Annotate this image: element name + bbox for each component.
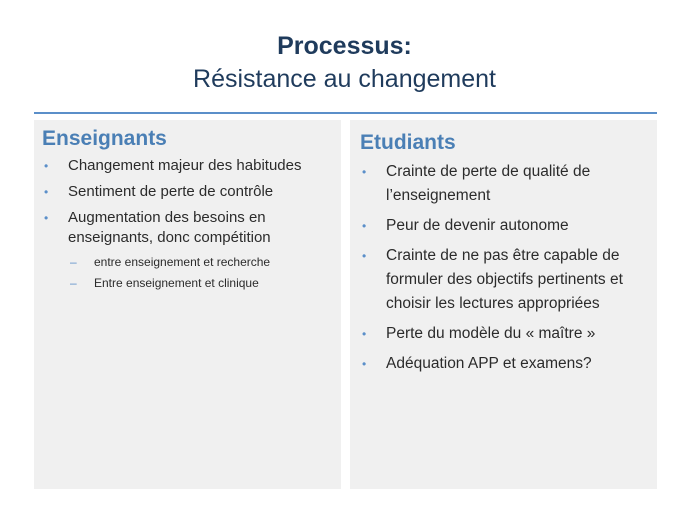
panel-heading-etudiants: Etudiants bbox=[360, 131, 456, 154]
bullet-icon: • bbox=[44, 211, 49, 225]
list-item-text: Sentiment de perte de contrôle bbox=[68, 183, 274, 200]
list-item bbox=[360, 214, 649, 238]
sub-list-item-text: entre enseignement et recherche bbox=[94, 255, 271, 269]
sub-list-item bbox=[64, 252, 333, 272]
sub-list-item bbox=[64, 273, 333, 293]
list-item-text: Adéquation APP et examens? bbox=[386, 355, 592, 372]
enseignants-list bbox=[42, 156, 333, 293]
panel-heading-enseignants: Enseignants bbox=[42, 127, 167, 150]
list-item-text: Changement majeur des habitudes bbox=[68, 157, 302, 174]
list-item-text: Perte du modèle du « maître » bbox=[386, 325, 596, 342]
list-item bbox=[360, 160, 649, 208]
list-item-text: Crainte de ne pas être capable de formuler des objectifs pertinents et choisir les lectures appropriées bbox=[386, 247, 623, 312]
list-item-text: Crainte de perte de qualité de l’enseignement bbox=[386, 163, 591, 204]
sub-list bbox=[64, 252, 333, 293]
bullet-icon: • bbox=[362, 219, 367, 233]
panel-etudiants bbox=[350, 120, 657, 489]
dash-icon: – bbox=[70, 276, 77, 290]
list-item bbox=[42, 208, 333, 293]
dash-icon: – bbox=[70, 255, 77, 269]
slide-title bbox=[0, 30, 689, 96]
slide-title-line1: Processus: bbox=[277, 32, 412, 60]
list-item bbox=[360, 322, 649, 346]
list-item-text: Augmentation des besoins en enseignants, donc compétition bbox=[68, 209, 271, 246]
list-item bbox=[360, 352, 649, 376]
list-item-text: Peur de devenir autonome bbox=[386, 217, 569, 234]
bullet-icon: • bbox=[44, 185, 49, 199]
panel-enseignants bbox=[34, 120, 341, 489]
bullet-icon: • bbox=[362, 249, 367, 263]
etudiants-list bbox=[360, 160, 649, 376]
bullet-icon: • bbox=[44, 159, 49, 173]
bullet-icon: • bbox=[362, 165, 367, 179]
bullet-icon: • bbox=[362, 357, 367, 371]
slide-title-line2: Résistance au changement bbox=[193, 65, 496, 93]
list-item bbox=[42, 156, 333, 176]
list-item bbox=[360, 244, 649, 316]
title-divider bbox=[34, 112, 657, 114]
bullet-icon: • bbox=[362, 327, 367, 341]
sub-list-item-text: Entre enseignement et clinique bbox=[94, 276, 259, 290]
list-item bbox=[42, 182, 333, 202]
